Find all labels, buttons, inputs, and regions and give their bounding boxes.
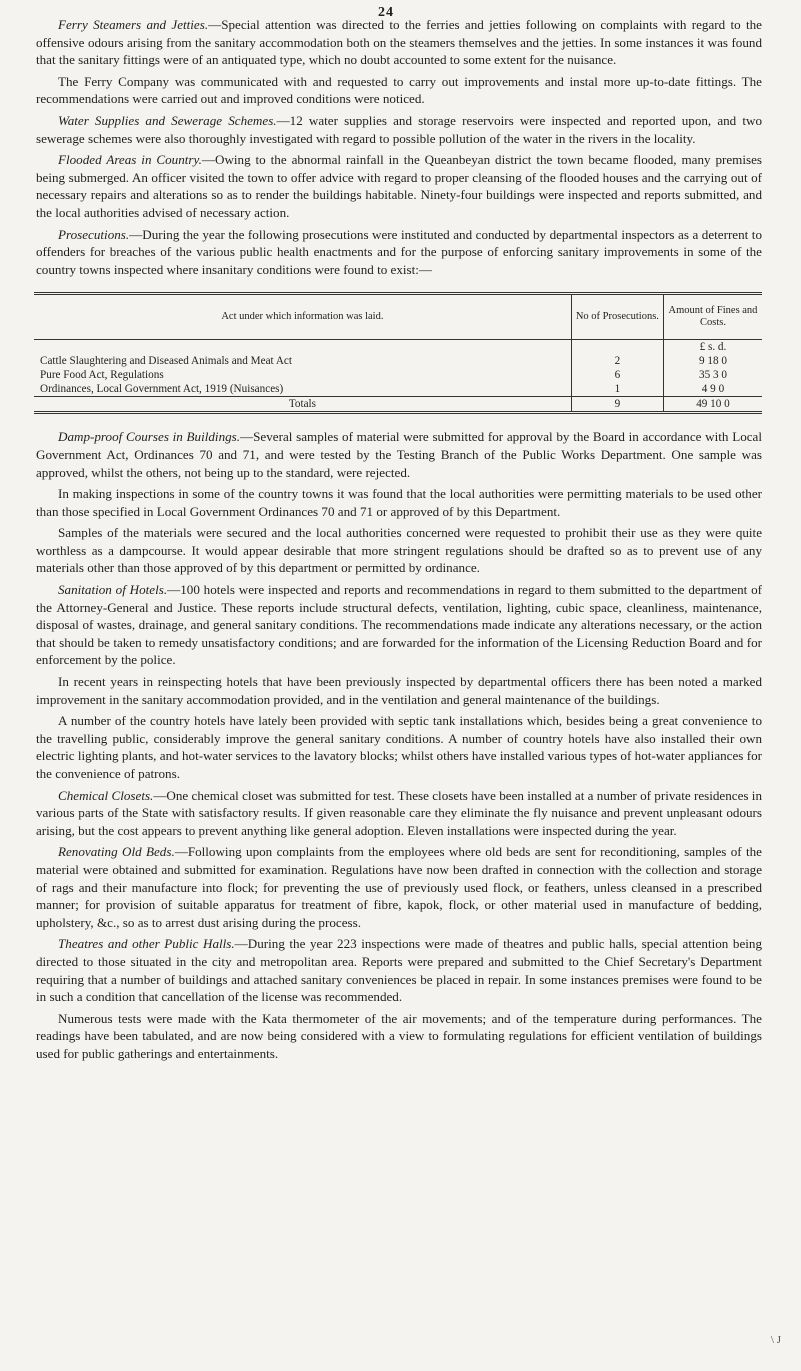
document-body [36,16,762,1067]
paragraph-text: Samples of the materials were secured and the local authorities concerned were requested to prohibit their use as they were quite worthless as a dampcourse. It would appear desirable that more stringent regulations should be drafted so as to prevent use of any materials other than those approved of by this department or permitted by ordinance. [36,525,762,576]
paragraph-text: —100 hotels were inspected and reports and recommendations in regard to them submitted to the department of the Attorney-General and Justice. These reports include structural defects, ventilation, lighting, cubic space, cleanliness, maintenance, disposal of wastes, drainage, and general sanitary conditions. The recommendations made indicate any alterations necessary, or the action that should be taken to remedy unsatisfactory conditions; and are forwarded for the information of the Licensing Reduction Board and for enforcement by the police. [36,582,762,668]
paragraph-heading: Ferry Steamers and Jetties. [58,17,209,32]
paragraph [36,524,762,577]
section-before-table [36,16,762,278]
paragraph-text: Numerous tests were made with the Kata thermometer of the air movements; and of the temperature during performances. The readings have been tabulated, and are now being considered with a view to formulating regulations for efficient ventilation of buildings used for public gatherings and entertainments. [36,1010,762,1061]
totals-count: 9 [571,397,663,413]
row-act: Cattle Slaughtering and Diseased Animals and Meat Act [40,355,292,368]
paragraph [36,112,762,147]
paragraph [36,226,762,279]
paragraph-text: —Several samples of material were submitted for approval by the Board in accordance with Local Government Act, Ordinances 70 and 71, and were tested by the Testing Branch of the Public Works Department. One sample was approved, whilst the others, not being up to the standard, were rejected. [36,429,762,480]
paragraph [36,935,762,1005]
paragraph-text: —Following upon complaints from the employees where old beds are sent for reconditioning, samples of the material were obtained and submitted for examination. Regulations have now been drafted in connection with the collection and storage of rags and their manufacture into flock; for preventing the use of previously used flock, or feathers, unless cleansed in a prescribed manner; for provision of suitable apparatus for treatment of fibre, kapok, flock, or other material used in manufacture of bedding, upholstery, &c., so as to arrest dust arising during the process. [36,844,762,930]
paragraph [36,73,762,108]
table-row [34,382,762,397]
paragraph-heading: Theatres and other Public Halls. [58,936,235,952]
row-count: 6 [571,368,663,382]
paragraph-heading: Sanitation of Hotels. [58,582,168,598]
table-row [34,354,762,368]
row-amount: 9 18 0 [663,354,762,368]
totals-row [34,397,762,413]
paragraph-text: The Ferry Company was communicated with and requested to carry out improvements and instal more up-to-date fittings. The recommendations were carried out and improved conditions were noticed. [36,73,762,107]
corner-mark: \ J [770,1334,781,1346]
row-amount: 35 3 0 [663,368,762,382]
paragraph-heading: Renovating Old Beds. [58,844,175,860]
paragraph [36,843,762,931]
paragraph-heading: Flooded Areas in Country. [58,152,202,168]
paragraph [36,581,762,669]
paragraph-heading: Water Supplies and Sewerage Schemes. [58,112,277,128]
row-count: 1 [571,382,663,397]
row-count: 2 [571,354,663,368]
row-amount: 4 9 0 [663,382,762,397]
section-after-table [36,428,762,1062]
units-row [34,340,762,355]
prosecutions-table [34,292,762,414]
paragraph [36,151,762,221]
paragraph [36,787,762,840]
paragraph-heading: Damp-proof Courses in Buildings. [58,429,241,445]
paragraph-heading: Prosecutions. [58,226,130,242]
paragraph-text: —During the year 223 inspections were made of theatres and public halls, special attention being directed to those situated in the city and metropolitan area. Reports were prepared and submitted to the Chief Secretary's Department requiring that a number of buildings and attached sanitary conveniences be placed in repair. In some instances premises were found to be in such a condition that cancellation of the license was recommended. [36,936,762,1005]
paragraph [36,16,762,69]
paragraph-heading: Chemical Closets. [58,787,154,803]
paragraph [36,1010,762,1063]
row-act: Ordinances, Local Government Act, 1919 (Nuisances) [40,383,284,396]
row-act: Pure Food Act, Regulations [40,369,164,382]
paragraph-text: —One chemical closet was submitted for test. These closets have been installed at a number of private residences in various parts of the State with satisfactory results. If given reasonable care they eliminate the fly nuisance and prevent unpleasant odours arising, but the cost appears to prevent anything like general adoption. Eleven installations were inspected during the year. [36,787,762,838]
paragraph-text: —Owing to the abnormal rainfall in the Queanbeyan district the town became flooded, many premises being submerged. An officer visited the town to offer advice with regard to proper cleansing of the flooded houses and the carrying out of necessary repairs and alterations so as to render the buildings habitable. Ninety-four buildings were inspected and reports submitted, and the local authorities advised of necessary action. [36,152,762,220]
paragraph [36,428,762,481]
paragraph-text: —During the year the following prosecutions were instituted and conducted by departmental inspectors as a deterrent to offenders for breaches of the various public health enactments and for the purpose of enforcing sanitary improvements in some of the country towns inspected where insanitary conditions were found to exist:— [36,226,762,277]
page-number: 24 [378,5,394,20]
paragraph-text: In making inspections in some of the country towns it was found that the local authorities were permitting materials to be used other than those specified in Local Government Ordinances 70 and 71 or approved of by this Department. [36,486,762,519]
paragraph [36,712,762,782]
totals-amount: 49 10 0 [663,397,762,413]
header-act: Act under which information was laid. [34,294,571,340]
header-amount: Amount of Fines and Costs. [663,294,762,340]
table-header-row [34,294,762,340]
paragraph-text: In recent years in reinspecting hotels that have been previously inspected by departmental officers there has been noted a marked improvement in the sanitary accommodation provided, and in the ventilation and general maintenance of the buildings. [36,674,762,707]
paragraph [36,673,762,708]
table-row [34,368,762,382]
currency-units: £ s. d. [663,340,762,355]
paragraph-text: —12 water supplies and storage reservoirs were inspected and reported upon, and two sewerage schemes were also thoroughly investigated with regard to possible pollution of the water in the rivers in the locality. [36,112,762,146]
totals-label: Totals [34,397,571,413]
header-prosecutions: No of Prosecutions. [571,294,663,340]
paragraph [36,485,762,520]
paragraph-text: —Special attention was directed to the ferries and jetties following on complaints with regard to the offensive odours arising from the sanitary accommodation both on the steamers themselves and the jetties. In some instances it was found that the sanitary fittings were of an antiquated type, which no doubt accounted to some extent for the nuisance. [36,17,762,68]
paragraph-text: A number of the country hotels have lately been provided with septic tank installations which, besides being a great convenience to the travelling public, considerably improve the general sanitary conditions. A number of country hotels have also installed their own electric lighting plants, and hot-water services to the lavatory blocks; whilst others have installed various types of hot-water appliances for the convenience of patrons. [36,713,762,781]
